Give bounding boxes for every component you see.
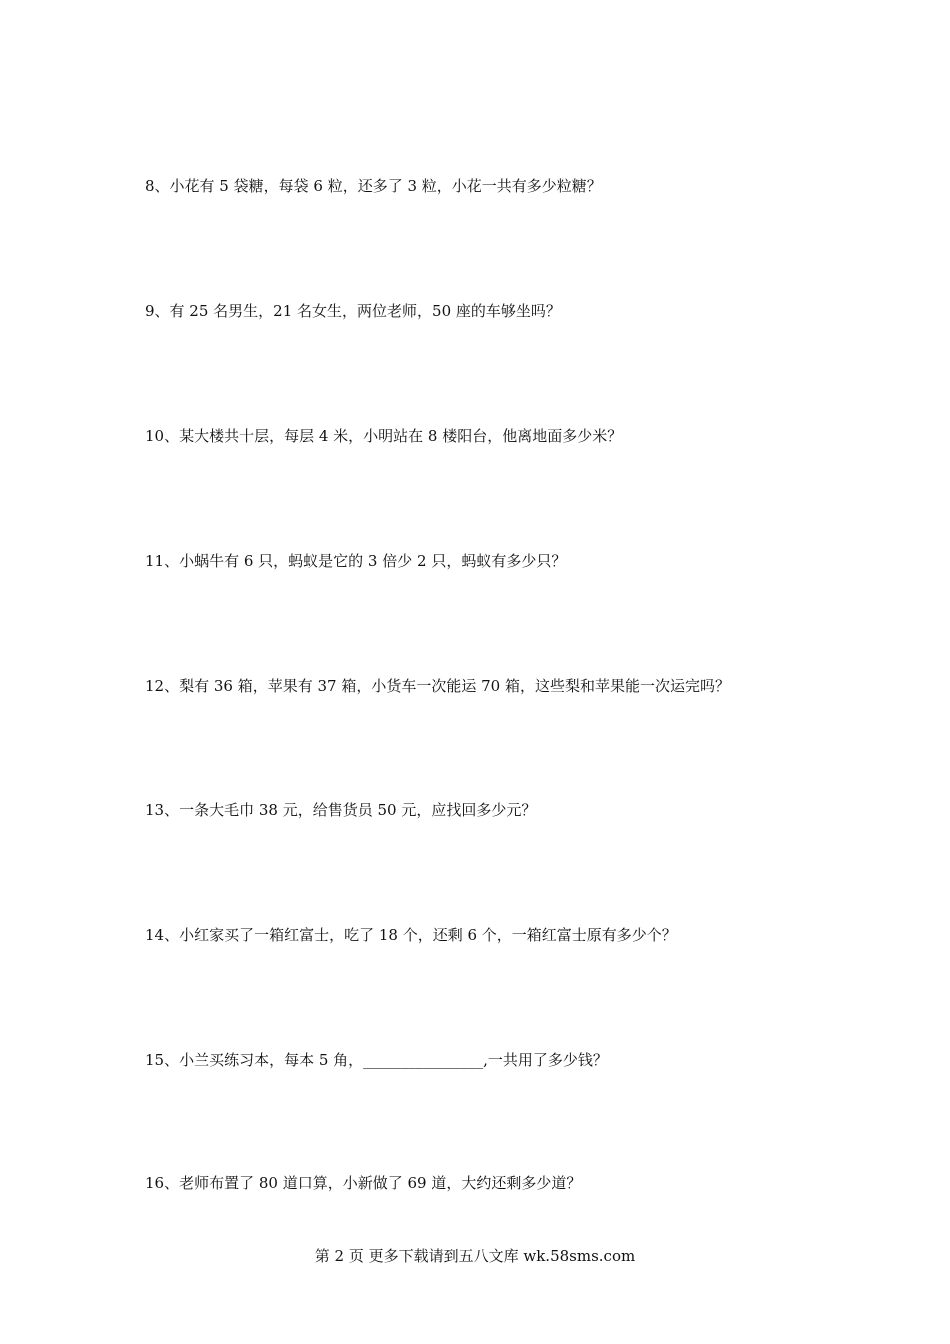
question-9: 9、有 25 名男生，21 名女生，两位老师，50 座的车够坐吗？ [145, 302, 561, 320]
question-10: 10、某大楼共十层，每层 4 米，小明站在 8 楼阳台，他离地面多少米？ [145, 427, 623, 445]
question-13: 13、一条大毛巾 38 元，给售货员 50 元，应找回多少元？ [145, 801, 537, 819]
question-8: 8、小花有 5 袋糖，每袋 6 粒，还多了 3 粒，小花一共有多少粒糖？ [145, 177, 602, 195]
question-16: 16、老师布置了 80 道口算，小新做了 69 道，大约还剩多少道？ [145, 1174, 582, 1192]
question-12: 12、梨有 36 箱，苹果有 37 箱，小货车一次能运 70 箱，这些梨和苹果能一次运完吗？ [145, 677, 730, 695]
question-11: 11、小蜗牛有 6 只，蚂蚁是它的 3 倍少 2 只，蚂蚁有多少只？ [145, 552, 567, 570]
question-15: 15、小兰买练习本，每本 5 角，________________,一共用了多少钱？ [145, 1051, 608, 1069]
question-14: 14、小红家买了一箱红富士，吃了 18 个，还剩 6 个，一箱红富士原有多少个？ [145, 926, 677, 944]
page-footer: 第 2 页 更多下载请到五八文库 wk.58sms.com [314, 1247, 636, 1265]
